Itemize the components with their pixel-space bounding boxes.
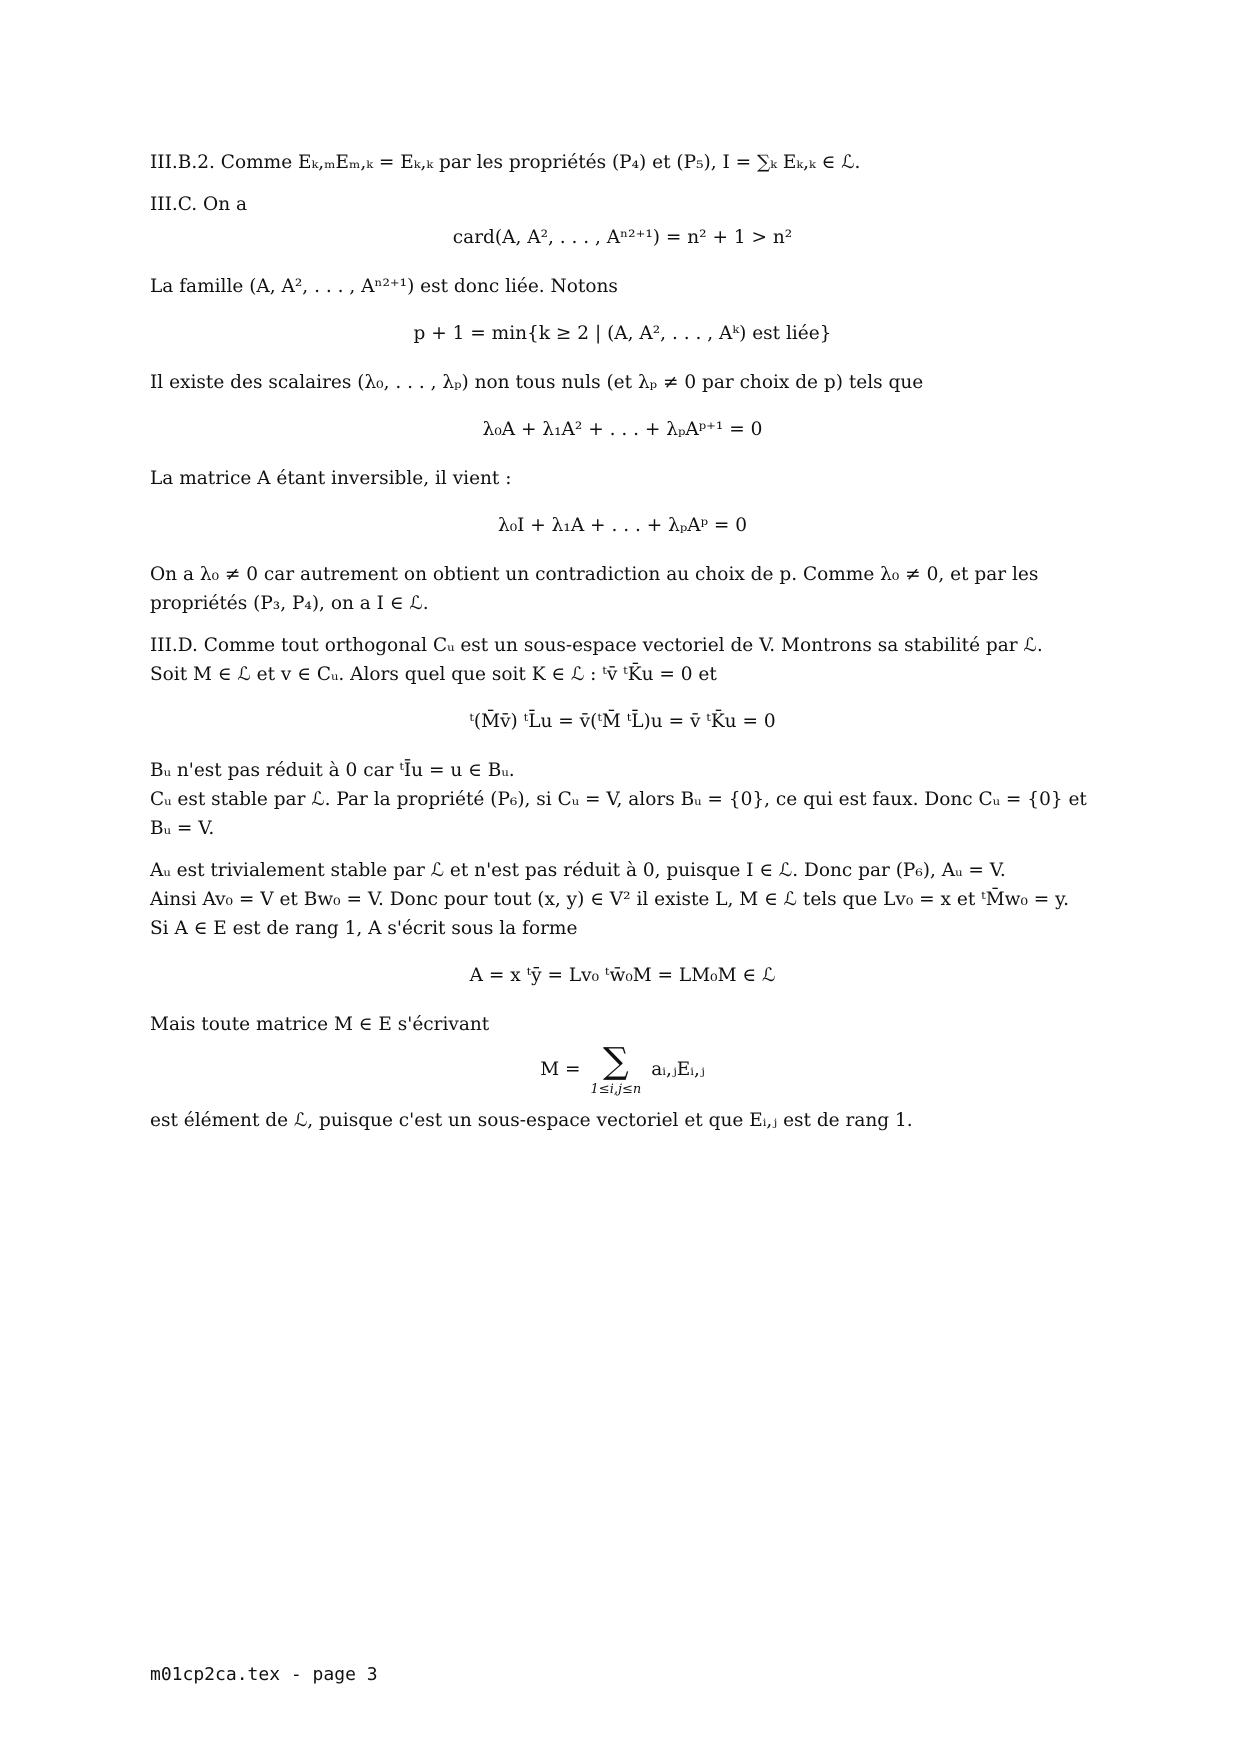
equation-lambda-a: λ₀A + λ₁A² + . . . + λₚAᵖ⁺¹ = 0 [482, 419, 763, 440]
sum-rhs: aᵢ,ⱼEᵢ,ⱼ [651, 1059, 705, 1080]
paragraph-iii-b-2: III.B.2. Comme Eₖ,ₘEₘ,ₖ = Eₖ,ₖ par les propriétés (P₄) et (P₅), I = ∑ₖ Eₖ,ₖ ∈ ℒ. [150, 152, 861, 173]
paragraph-famille-liee: La famille (A, A², . . . , Aⁿ²⁺¹) est donc liée. Notons [150, 276, 618, 297]
paragraph-toute-matrice: Mais toute matrice M ∈ E s'écrivant [150, 1014, 490, 1035]
paragraph-cu-stable: Cᵤ est stable par ℒ. Par la propriété (P₆), si Cᵤ = V, alors Bᵤ = {0}, ce qui est faux. Donc Cᵤ = {0} et Bᵤ = V. [150, 789, 1087, 839]
paragraph-inversible: La matrice A étant inversible, il vient : [150, 468, 512, 489]
document-body [150, 148, 1095, 1135]
equation-transpose: ᵗ(M̄v̄) ᵗL̄u = v̄(ᵗM̄ ᵗL̄)u = v̄ ᵗK̄u = 0 [469, 711, 776, 732]
equation-a-rank1: A = x ᵗȳ = Lv₀ ᵗw̄₀M = LM₀M ∈ ℒ [469, 965, 776, 986]
equation-min: p + 1 = min{k ≥ 2 | (A, A², . . . , Aᵏ) est liée} [413, 323, 832, 344]
paragraph-iii-d: III.D. Comme tout orthogonal Cᵤ est un sous-espace vectoriel de V. Montrons sa stabilité par ℒ. [150, 635, 1043, 656]
sigma-symbol: ∑ [603, 1041, 629, 1082]
paragraph-soit-m: Soit M ∈ ℒ et v ∈ Cᵤ. Alors quel que soit K ∈ ℒ : ᵗv̄ ᵗK̄u = 0 et [150, 664, 717, 685]
equation-sum [150, 1043, 1095, 1096]
paragraph-scalaires: Il existe des scalaires (λ₀, . . . , λₚ) non tous nuls (et λₚ ≠ 0 par choix de p) tels que [150, 372, 924, 393]
paragraph-conclusion: est élément de ℒ, puisque c'est un sous-espace vectoriel et que Eᵢ,ⱼ est de rang 1. [150, 1110, 913, 1131]
equation-lambda-i: λ₀I + λ₁A + . . . + λₚAᵖ = 0 [497, 515, 748, 536]
paragraph-au: Aᵤ est trivialement stable par ℒ et n'est pas réduit à 0, puisque I ∈ ℒ. Donc par (P₆), Aᵤ = V. [150, 860, 1006, 881]
paragraph-iii-c-intro: III.C. On a [150, 194, 248, 215]
paragraph-lambda0: On a λ₀ ≠ 0 car autrement on obtient un contradiction au choix de p. Comme λ₀ ≠ 0, et par les propriétés (P₃, P₄), on a I ∈ ℒ. [150, 564, 1039, 614]
sum-lhs: M = [540, 1059, 581, 1080]
sum-bounds: 1≤i,j≤n [590, 1082, 642, 1097]
paragraph-bu: Bᵤ n'est pas réduit à 0 car ᵗĪu = u ∈ Bᵤ. [150, 760, 515, 781]
paragraph-rang1: Si A ∈ E est de rang 1, A s'écrit sous la forme [150, 918, 578, 939]
equation-card: card(A, A², . . . , Aⁿ²⁺¹) = n² + 1 > n² [452, 227, 793, 248]
paragraph-ainsi: Ainsi Av₀ = V et Bw₀ = V. Donc pour tout (x, y) ∈ V² il existe L, M ∈ ℒ tels que Lv₀ = x et ᵗM̄w₀ = y. [150, 889, 1070, 910]
sum-operator [591, 1043, 642, 1096]
page-footer: m01cp2ca.tex - page 3 [150, 1664, 378, 1685]
